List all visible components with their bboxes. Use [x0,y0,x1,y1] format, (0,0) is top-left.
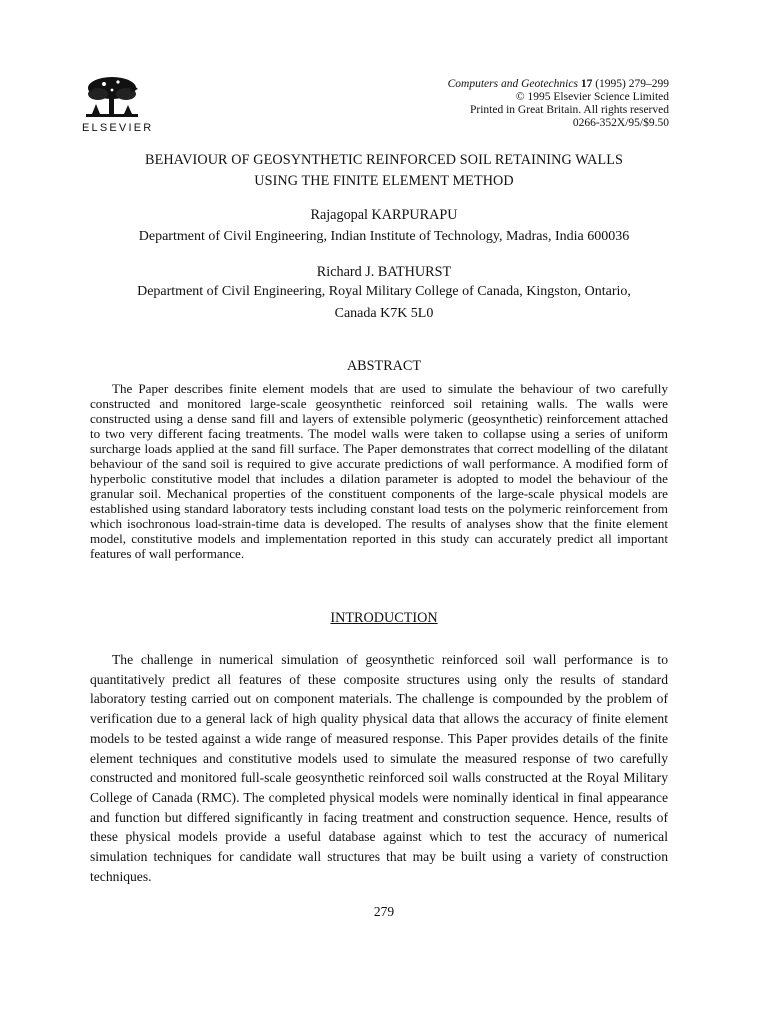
author-name: Richard J. BATHURST [316,264,452,280]
abstract-text: The Paper describes finite element models that are used to simulate the behaviour of two carefully constructed and monitored large-scale geosynthetic reinforced soil retaining walls. The walls were constructed using a dense sand fill and layers of extensible polymeric (geosynthetic) reinforcement attached to two very different facing treatments. The model walls were taken to collapse using a series of uniform surcharge loads applied at the sand fill surface. The Paper demonstrates that correct modelling of the dilatant behaviour of the sand soil is required to give accurate predictions of wall performance. A modified form of hyperbolic constitutive model that includes a dilation parameter is adopted to model the behaviour of the granular soil. Mechanical properties of the constituent components of the large-scale physical models are established using standard laboratory tests including constant load tests on the polymeric reinforcement from which isochronous load-strain-time data is developed. The results of analyses show that the finite element model, constitutive models and implementation reported in this study can accurately predict all important features of wall performance. [90,381,668,561]
journal-copyright: © 1995 Elsevier Science Limited [515,91,669,103]
journal-code: 0266-352X/95/$9.50 [572,117,669,129]
journal-volume: 17 [580,78,593,90]
affiliation-line: Department of Civil Engineering, Royal Military College of Canada, Kingston, Ontario, [137,284,631,299]
publisher-logo [82,74,152,134]
paper-title [60,150,708,192]
introduction-text: The challenge in numerical simulation of geosynthetic reinforced soil wall performance is to quantitatively predict all features of these composite structures using only the results of standard laboratory testing carried out on component materials. The challenge is compounded by the problem of verification due to a general lack of high quality physical data that allows the accuracy of finite element models to be tested against a wide range of measured response. This Paper provides details of the finite element techniques and constitutive models used to simulate the measured response of two carefully constructed and monitored full-scale geosynthetic reinforced soil walls constructed at the Royal Military College of Canada (RMC). The completed physical models were nominally identical in final appearance and function but differed significantly in facing treatment and construction sequence. Hence, results of these physical models provide a useful database against which to test the accuracy of numerical simulation techniques for candidate wall structures that may be built using a variety of construction techniques. [90,652,668,884]
journal-name: Computers and Geotechnics [447,78,578,90]
page-number: 279 [373,904,395,919]
affiliation-line: Department of Civil Engineering, Indian Institute of Technology, Madras, India 600036 [138,229,630,244]
author-name: Rajagopal KARPURAPU [310,207,458,223]
author-affiliation [60,281,708,325]
journal-printed: Printed in Great Britain. All rights reserved [470,104,669,116]
introduction-heading [60,609,708,627]
journal-citation [448,78,669,91]
title-line-1: BEHAVIOUR OF GEOSYNTHETIC REINFORCED SOIL RETAINING WALLS [145,152,623,168]
elsevier-tree-icon [82,74,142,120]
journal-year-pages: (1995) 279–299 [595,78,669,90]
journal-info [448,78,669,130]
author-affiliation [60,226,708,248]
introduction-heading-label: INTRODUCTION [330,610,438,626]
title-line-2: USING THE FINITE ELEMENT METHOD [254,173,514,189]
publisher-name: ELSEVIER [82,122,154,134]
affiliation-line: Canada K7K 5L0 [334,306,434,321]
abstract-heading: ABSTRACT [346,358,422,374]
